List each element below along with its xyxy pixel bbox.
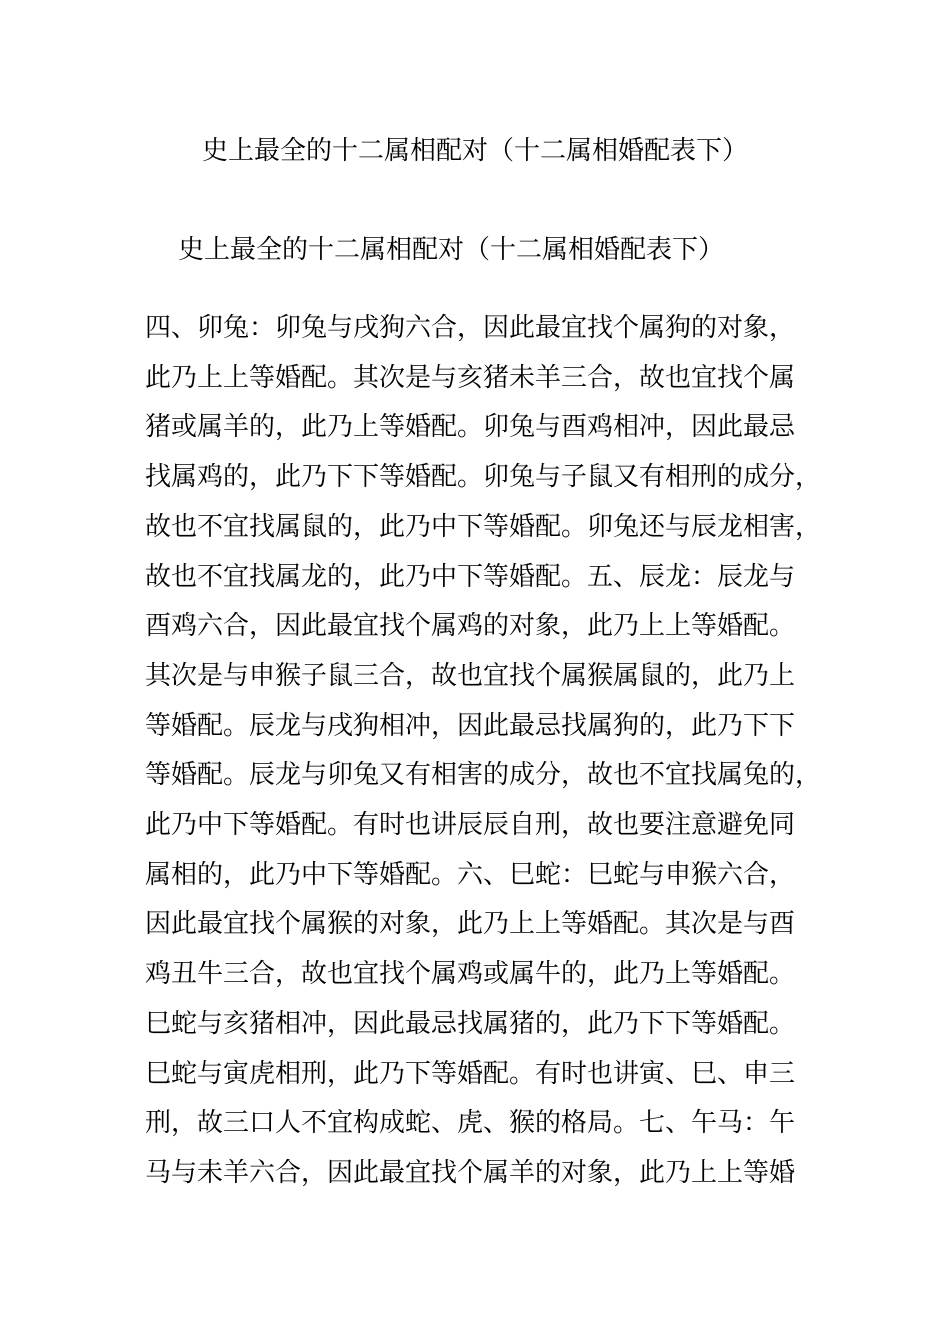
text-line: 因此最宜找个属猴的对象，此乃上上等婚配。其次是与酉 [145,909,796,940]
text-line: 等婚配。辰龙与戌狗相冲，因此最忌找属狗的，此乃下下 [145,710,796,741]
body-paragraph [145,304,822,1199]
text-line: 属相的，此乃中下等婚配。六、巳蛇：巳蛇与申猴六合， [145,859,796,890]
text-line: 此乃中下等婚配。有时也讲辰辰自刑，故也要注意避免同 [145,810,796,841]
text-line: 此乃上上等婚配。其次是与亥猪未羊三合，故也宜找个属 [145,362,796,393]
text-line: 马与未羊六合，因此最宜找个属羊的对象，此乃上上等婚 [145,1157,796,1188]
text-line: 巳蛇与亥猪相冲，因此最忌找属猪的，此乃下下等婚配。 [145,1008,796,1039]
text-line: 等婚配。辰龙与卯兔又有相害的成分，故也不宜找属兔的， [145,760,822,791]
text-line: 其次是与申猴子鼠三合，故也宜找个属猴属鼠的，此乃上 [145,660,796,691]
text-line: 巳蛇与寅虎相刑，此乃下等婚配。有时也讲寅、巳、申三 [145,1058,796,1089]
text-line: 四、卯兔：卯兔与戌狗六合，因此最宜找个属狗的对象， [145,313,796,343]
text-line: 刑，故三口人不宜构成蛇、虎、猴的格局。七、午马：午 [145,1108,796,1139]
text-line: 故也不宜找属龙的，此乃中下等婚配。五、辰龙：辰龙与 [145,561,796,592]
text-line: 猪或属羊的，此乃上等婚配。卯兔与酉鸡相冲，因此最忌 [145,412,796,443]
text-line: 故也不宜找属鼠的，此乃中下等婚配。卯兔还与辰龙相害， [145,511,822,542]
text-line: 鸡丑牛三合，故也宜找个属鸡或属牛的，此乃上等婚配。 [145,959,796,990]
document-title: 史上最全的十二属相配对（十二属相婚配表下） [201,136,748,166]
section-heading: 史上最全的十二属相配对（十二属相婚配表下） [178,235,725,265]
text-line: 找属鸡的，此乃下下等婚配。卯兔与子鼠又有相刑的成分， [145,462,822,493]
text-line: 酉鸡六合，因此最宜找个属鸡的对象，此乃上上等婚配。 [145,611,796,642]
